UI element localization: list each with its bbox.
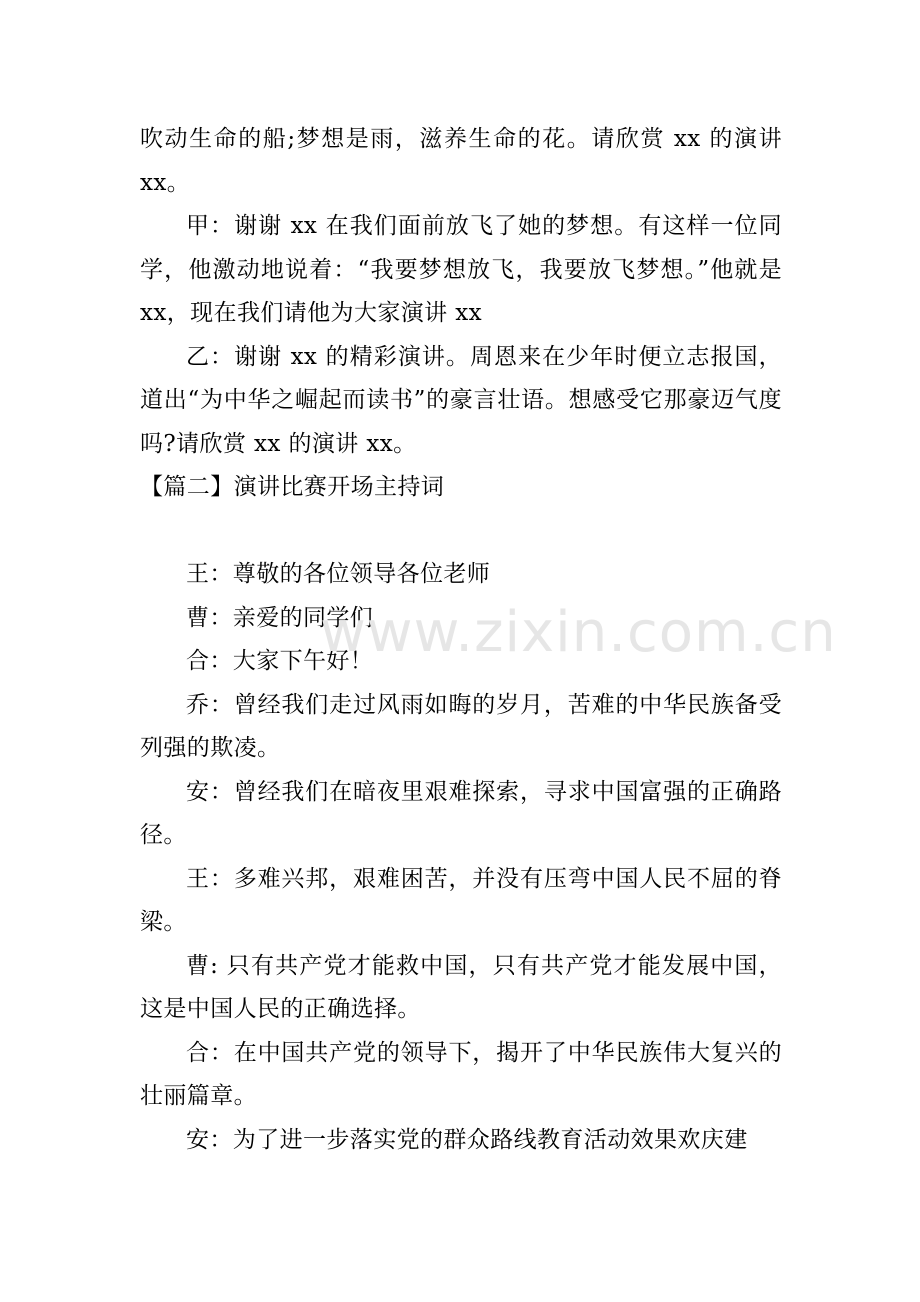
blank-line	[140, 510, 782, 554]
paragraph-wang-2: 王：多难兴邦，艰难困苦，并没有压弯中国人民不屈的脊梁。	[140, 865, 782, 935]
paragraph-jia: 甲：谢谢 xx 在我们面前放飞了她的梦想。有这样一位同学，他激动地说着：“我要梦想放飞，我要放飞梦想。”他就是 xx，现在我们请他为大家演讲 xx	[140, 213, 782, 326]
paragraph-yi: 乙：谢谢 xx 的精彩演讲。周恩来在少年时便立志报国，道出“为中华之崛起而读书”的豪言壮语。想感受它那豪迈气度吗?请欣赏 xx 的演讲 xx。	[140, 343, 782, 457]
paragraph-cao-2: 曹: 只有共产党才能救中国，只有共产党才能发展中国，这是中国人民的正确选择。	[140, 952, 782, 1022]
paragraph-wang-1: 王：尊敬的各位领导各位老师	[186, 561, 491, 587]
paragraph-continuation: 吹动生命的船;梦想是雨，滋养生命的花。请欣赏 xx 的演讲 xx。	[140, 126, 782, 196]
paragraph-he-1: 合：大家下午好！	[186, 648, 374, 674]
paragraph-an-2: 安：为了进一步落实党的群众路线教育活动效果欢庆建	[186, 1126, 748, 1153]
paragraph-qiao: 乔：曾经我们走过风雨如晦的岁月，苦难的中华民族备受列强的欺凌。	[140, 691, 782, 761]
section-heading: 【篇二】演讲比赛开场主持词	[140, 474, 445, 500]
paragraph-he-2: 合：在中国共产党的领导下，揭开了中华民族伟大复兴的壮丽篇章。	[140, 1039, 782, 1109]
watermark: www.zixin.com.cn	[320, 600, 837, 665]
paragraph-an-1: 安：曾经我们在暗夜里艰难探索，寻求中国富强的正确路径。	[140, 778, 782, 848]
document-body	[140, 118, 782, 1162]
paragraph-cao-1: 曹：亲爱的同学们	[186, 604, 374, 631]
